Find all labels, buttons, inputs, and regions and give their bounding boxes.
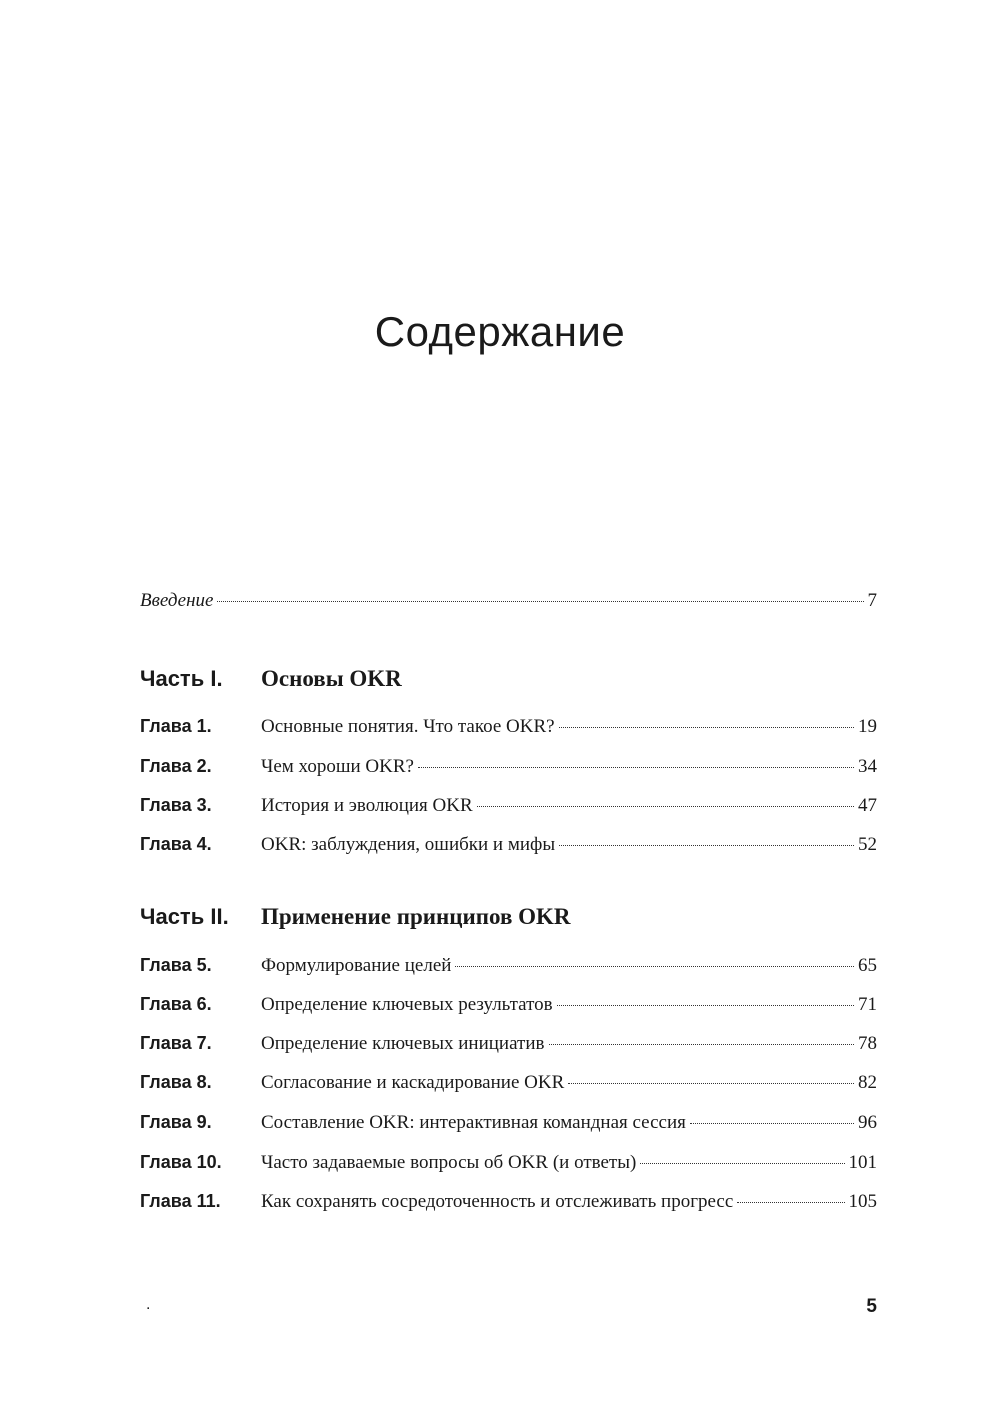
leader-dots (568, 1083, 854, 1084)
chapter-title: OKR: заблуждения, ошибки и мифы (261, 834, 556, 855)
leader-dots (737, 1202, 844, 1203)
toc-entry-intro[interactable] (140, 590, 877, 612)
chapter-label: Глава 10. (140, 1152, 222, 1172)
chapter-page: 34 (858, 756, 877, 777)
chapter-page: 105 (848, 1191, 877, 1212)
part-heading-1 (140, 666, 877, 692)
leader-dots (557, 1005, 854, 1006)
leader-dots (559, 727, 854, 728)
leader-dots (690, 1123, 854, 1124)
leader-dots (549, 1044, 855, 1045)
part-label: Часть I. (140, 666, 223, 691)
chapter-title: Часто задаваемые вопросы об OKR (и ответы) (261, 1152, 637, 1173)
intro-label: Введение (140, 590, 214, 611)
chapter-title: Определение ключевых результатов (261, 994, 553, 1015)
toc-entry-chapter-1[interactable] (140, 716, 877, 738)
part-title: Применение принципов OKR (261, 904, 571, 929)
chapter-title: Формулирование целей (261, 955, 452, 976)
toc-entry-chapter-7[interactable] (140, 1033, 877, 1055)
toc-entry-chapter-5[interactable] (140, 955, 877, 977)
chapter-title: Основные понятия. Что такое OKR? (261, 716, 555, 737)
part-heading-2 (140, 904, 877, 930)
chapter-page: 19 (858, 716, 877, 737)
chapter-page: 78 (858, 1033, 877, 1054)
chapter-label: Глава 1. (140, 716, 212, 736)
toc-entry-chapter-2[interactable] (140, 756, 877, 778)
leader-dots (217, 601, 863, 602)
toc-entry-chapter-4[interactable] (140, 834, 877, 856)
chapter-title: Определение ключевых инициатив (261, 1033, 545, 1054)
chapter-page: 82 (858, 1072, 877, 1093)
chapter-page: 47 (858, 795, 877, 816)
chapter-title: Как сохранять сосредоточенность и отслеживать прогресс (261, 1191, 734, 1212)
chapter-page: 71 (858, 994, 877, 1015)
chapter-page: 52 (858, 834, 877, 855)
leader-dots (559, 845, 854, 846)
leader-dots (477, 806, 854, 807)
part-title: Основы OKR (261, 666, 402, 691)
chapter-label: Глава 9. (140, 1112, 212, 1132)
chapter-label: Глава 3. (140, 795, 212, 815)
toc-entry-chapter-6[interactable] (140, 994, 877, 1016)
chapter-label: Глава 7. (140, 1033, 212, 1053)
chapter-label: Глава 5. (140, 955, 212, 975)
intro-page: 7 (867, 590, 877, 611)
page-number: 5 (866, 1296, 877, 1317)
chapter-label: Глава 2. (140, 756, 212, 776)
chapter-label: Глава 4. (140, 834, 212, 854)
chapter-title: Согласование и каскадирование OKR (261, 1072, 565, 1093)
page-title: Содержание (374, 308, 626, 355)
toc-entry-chapter-11[interactable] (140, 1191, 877, 1213)
chapter-page: 96 (858, 1112, 877, 1133)
toc-entry-chapter-3[interactable] (140, 795, 877, 817)
chapter-label: Глава 6. (140, 994, 212, 1014)
chapter-label: Глава 8. (140, 1072, 212, 1092)
chapter-title: Чем хороши OKR? (261, 756, 414, 777)
toc-entry-chapter-8[interactable] (140, 1072, 877, 1094)
toc-entry-chapter-10[interactable] (140, 1152, 877, 1174)
chapter-title: История и эволюция OKR (261, 795, 473, 816)
leader-dots (640, 1163, 844, 1164)
chapter-page: 65 (858, 955, 877, 976)
chapter-title: Составление OKR: интерактивная командная сессия (261, 1112, 686, 1133)
leader-dots (455, 966, 854, 967)
chapter-label: Глава 11. (140, 1191, 221, 1211)
chapter-page: 101 (848, 1152, 877, 1173)
leader-dots (418, 767, 854, 768)
footer-mark: . (146, 1296, 151, 1313)
part-label: Часть II. (140, 904, 229, 929)
toc-entry-chapter-9[interactable] (140, 1112, 877, 1134)
